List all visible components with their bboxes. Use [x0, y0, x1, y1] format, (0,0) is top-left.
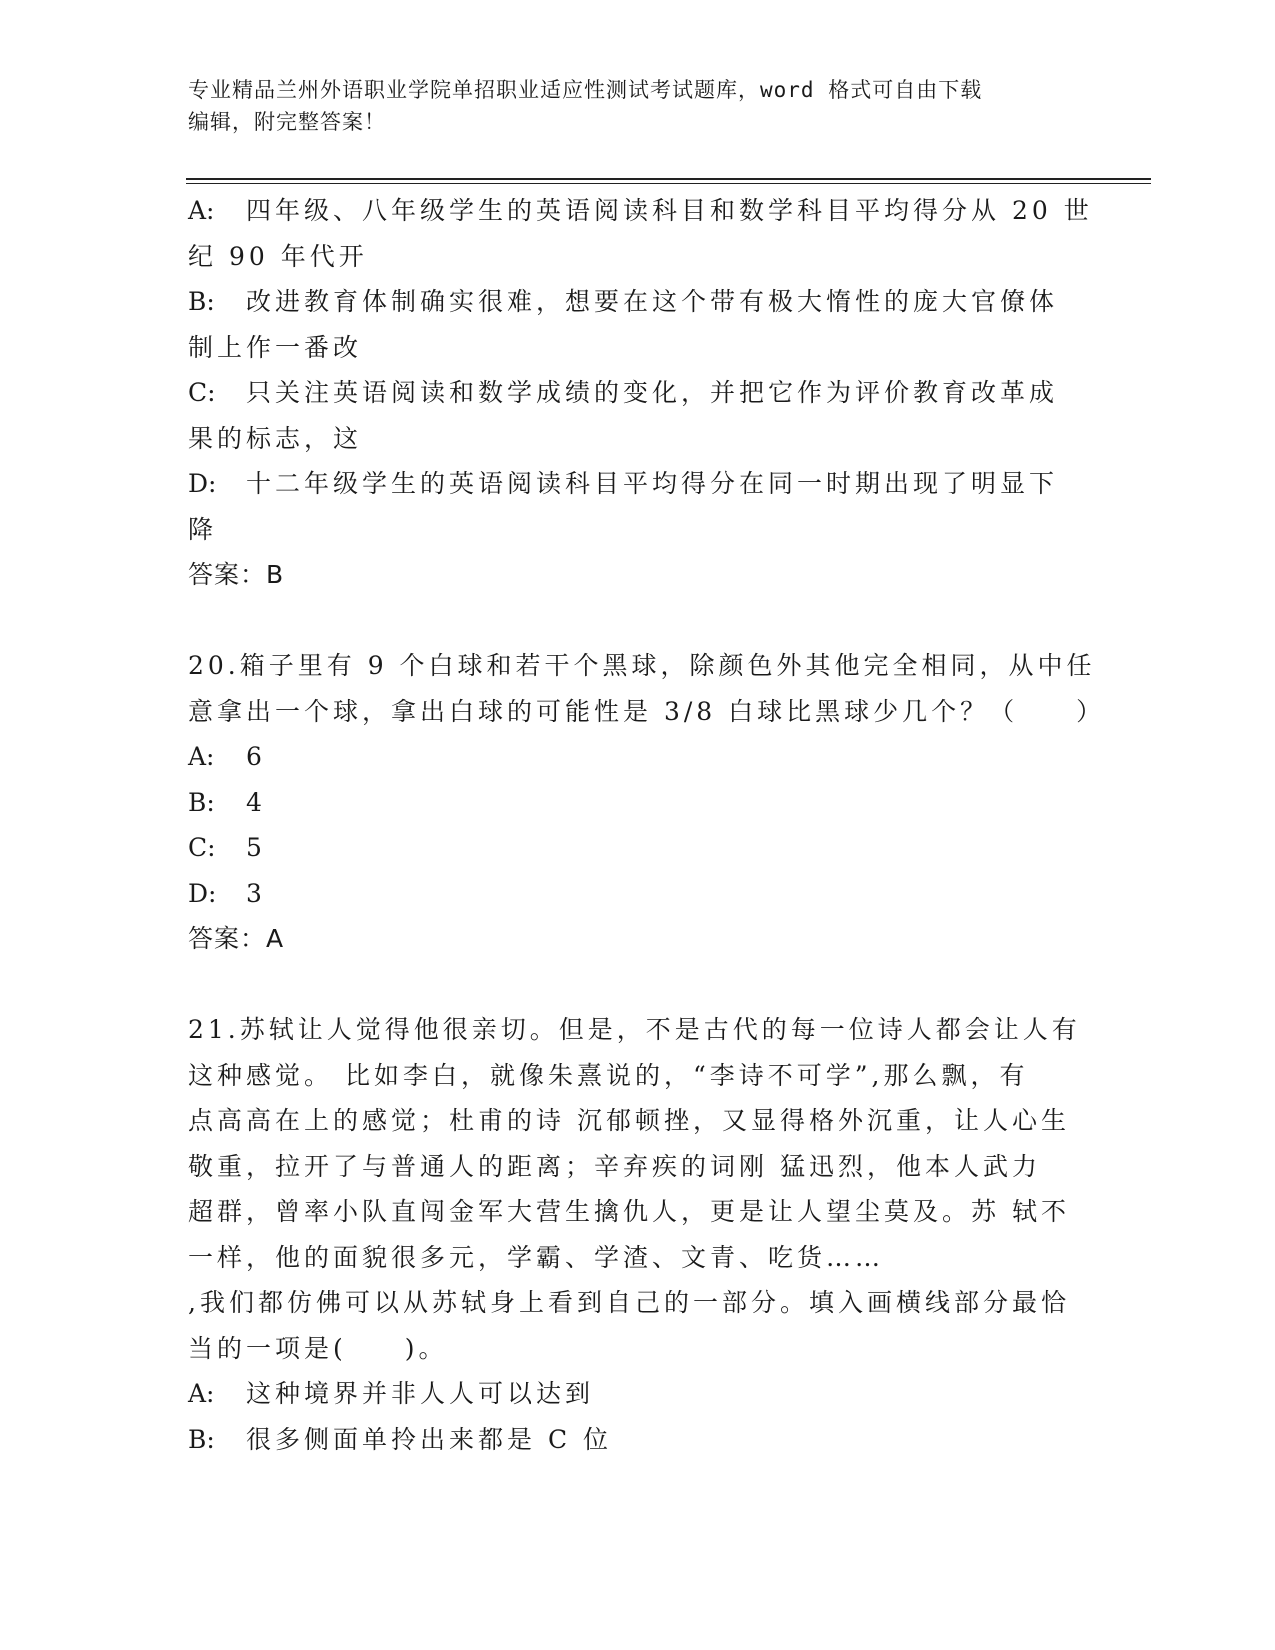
header-rule-thin [186, 183, 1151, 184]
option-key: D: [188, 878, 217, 908]
question-stem-line: 21.苏轼让人觉得他很亲切。但是，不是古代的每一位诗人都会让人有 [188, 1015, 1081, 1044]
question-stem-line: 一样，他的面貌很多元，学霸、学渣、文青、吃货…… [188, 1242, 885, 1272]
option-d [188, 871, 1068, 917]
question-stem-line: ,我们都仿佛可以从苏轼身上看到自己的一部分。填入画横线部分最恰 [188, 1288, 1070, 1317]
answer-19: 答案：B [188, 560, 285, 589]
option-a [188, 734, 1068, 780]
option-key: A: [188, 1379, 215, 1408]
header-line-2: 编辑，附完整答案！ [188, 110, 386, 134]
question-stem-line: 这种感觉。 比如李白，就像朱熹说的，“李诗不可学”,那么飘，有 [188, 1060, 1029, 1090]
option-text: 四年级、八年级学生的英语阅读科目和数学科目平均得分从 20 世 [246, 196, 1093, 225]
option-b [188, 780, 1068, 826]
header-line-1: 专业精品兰州外语职业学院单招职业适应性测试考试题库，word 格式可自由下载 [188, 78, 983, 102]
option-text: 十二年级学生的英语阅读科目平均得分在同一时期出现了明显下 [246, 469, 1059, 498]
question-stem-line: 当的一项是( )。 [188, 1333, 448, 1363]
option-text: 5 [246, 833, 266, 862]
question-19 [188, 188, 1093, 598]
option-text: 6 [246, 742, 266, 771]
question-stem-line: 意拿出一个球，拿出白球的可能性是 3/8 白球比黑球少几个？（ ） [188, 696, 1106, 726]
answer-20: 答案：A [188, 924, 285, 953]
option-text: 改进教育体制确实很难，想要在这个带有极大惰性的庞大官僚体 [246, 287, 1059, 316]
option-key: C: [188, 833, 216, 862]
question-stem-line: 20.箱子里有 9 个白球和若干个黑球，除颜色外其他完全相同，从中任 [188, 651, 1096, 680]
question-20 [188, 643, 1106, 962]
header-rule-thick [186, 178, 1151, 180]
option-text: 这种境界并非人人可以达到 [246, 1379, 595, 1408]
question-stem-line: 超群，曾率小队直闯金军大营生擒仇人，更是让人望尘莫及。苏 轼不 [188, 1197, 1070, 1226]
option-c [188, 370, 1068, 416]
option-key: B: [188, 1424, 215, 1454]
option-b-continuation: 制上作一番改 [188, 332, 363, 362]
question-stem-line: 点高高在上的感觉；杜甫的诗 沉郁顿挫，又显得格外沉重，让人心生 [188, 1106, 1070, 1135]
option-key: D: [188, 469, 217, 498]
option-key: B: [188, 287, 215, 316]
option-a [188, 1371, 1068, 1417]
option-text: 4 [246, 787, 266, 817]
question-21 [188, 1007, 1081, 1462]
option-b [188, 1417, 1068, 1463]
option-key: A: [188, 742, 215, 771]
option-key: C: [188, 378, 216, 407]
page-header [188, 74, 1068, 138]
option-a [188, 188, 1093, 234]
option-key: A: [188, 196, 215, 225]
option-c-continuation: 果的标志，这 [188, 423, 363, 453]
option-d-continuation: 降 [188, 514, 218, 544]
option-key: B: [188, 787, 215, 817]
option-c [188, 825, 1068, 871]
question-stem-line: 敬重，拉开了与普通人的距离；辛弃疾的词刚 猛迅烈，他本人武力 [188, 1151, 1041, 1181]
option-d [188, 461, 1068, 507]
option-text: 只关注英语阅读和数学成绩的变化，并把它作为评价教育改革成 [246, 378, 1059, 407]
option-b [188, 279, 1068, 325]
option-a-continuation: 纪 90 年代开 [188, 241, 368, 271]
option-text: 3 [246, 878, 266, 908]
document-body [188, 188, 1106, 1462]
option-text: 很多侧面单拎出来都是 C 位 [246, 1424, 613, 1454]
